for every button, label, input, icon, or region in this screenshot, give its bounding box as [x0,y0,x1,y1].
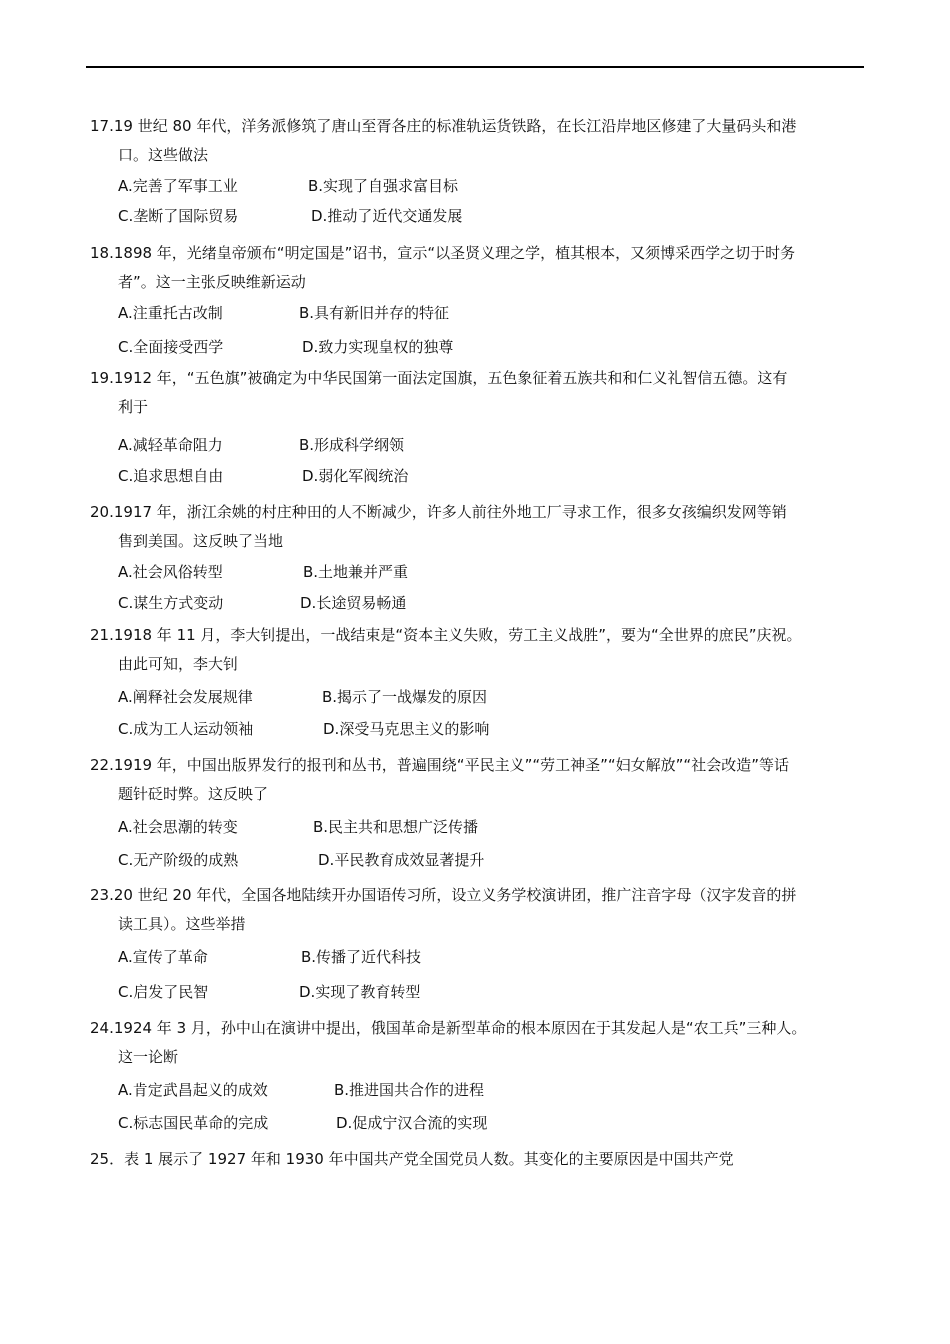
question-22-options-row1 [118,817,479,837]
question-17-options-row1 [118,176,459,196]
question-24-stem-cont: 这一论断 [118,1048,179,1066]
option-a: A.社会风俗转型 [118,563,223,581]
option-b: B.具有新旧并存的特征 [299,304,450,322]
option-c: C.标志国民革命的完成 [118,1114,269,1132]
question-25-stem: 25．表 1 展示了 1927 年和 1930 年中国共产党全国党员人数。其变化的主要原因是中国共产党 [90,1150,734,1168]
option-c: C.垄断了国际贸易 [118,207,239,225]
option-a: A.阐释社会发展规律 [118,688,253,706]
option-c: C.无产阶级的成熟 [118,851,239,869]
option-a: A.社会思潮的转变 [118,818,238,836]
option-a: A.完善了军事工业 [118,177,238,195]
question-24-stem: 24.1924 年 3 月，孙中山在演讲中提出，俄国革命是新型革命的根本原因在于其发起人是“农工兵”三种人。 [90,1019,807,1037]
question-24-options-row1 [118,1080,485,1100]
option-d: D.弱化军阀统治 [302,467,409,485]
option-d: D.推动了近代交通发展 [311,207,463,225]
question-23-options-row1 [118,947,422,967]
option-d: D.致力实现皇权的独尊 [302,338,454,356]
question-17-stem: 17.19 世纪 80 年代，洋务派修筑了唐山至胥各庄的标准轨运货铁路，在长江沿岸地区修建了大量码头和港 [90,117,797,135]
question-18-options-row1 [118,303,450,323]
question-22-options-row2 [118,850,485,870]
question-23-stem-cont: 读工具）。这些举措 [118,915,246,933]
option-c: C.谋生方式变动 [118,594,224,612]
question-18-options-row2 [118,337,454,357]
question-22-stem: 22.1919 年，中国出版界发行的报刊和丛书，普遍围绕“平民主义”“劳工神圣”“妇女解放”“社会改造”等话 [90,756,789,774]
header-rule [86,66,864,68]
question-19-stem-cont: 利于 [118,398,149,416]
option-b: B.推进国共合作的进程 [334,1081,485,1099]
question-20-stem-cont: 售到美国。这反映了当地 [118,532,284,550]
question-23-options-row2 [118,982,421,1002]
question-23-stem: 23.20 世纪 20 年代，全国各地陆续开办国语传习所，设立义务学校演讲团，推广注音字母（汉字发音的拼 [90,886,797,904]
question-22-stem-cont: 题针砭时弊。这反映了 [118,785,269,803]
option-a: A.宣传了革命 [118,948,208,966]
question-18-stem: 18.1898 年，光绪皇帝颁布“明定国是”诏书，宣示“以圣贤义理之学，植其根本，又须博采西学之切于时务 [90,244,796,262]
option-b: B.民主共和思想广泛传播 [313,818,479,836]
option-a: A.减轻革命阻力 [118,436,223,454]
option-a: A.肯定武昌起义的成效 [118,1081,268,1099]
question-19-options-row1 [118,435,405,455]
question-20-stem: 20.1917 年，浙江余姚的村庄种田的人不断减少，许多人前往外地工厂寻求工作，很多女孩编织发网等销 [90,503,787,521]
question-19-stem: 19.1912 年，“五色旗”被确定为中华民国第一面法定国旗，五色象征着五族共和和仁义礼智信五德。这有 [90,369,788,387]
option-b: B.形成科学纲领 [299,436,405,454]
option-b: B.揭示了一战爆发的原因 [322,688,488,706]
question-21-stem: 21.1918 年 11 月，李大钊提出，一战结束是“资本主义失败，劳工主义战胜”，要为“全世界的庶民”庆祝。 [90,626,802,644]
option-d: D.平民教育成效显著提升 [318,851,485,869]
question-21-stem-cont: 由此可知，李大钊 [118,655,239,673]
question-18-stem-cont: 者”。这一主张反映维新运动 [118,273,306,291]
question-19-options-row2 [118,466,409,486]
option-c: C.追求思想自由 [118,467,224,485]
question-21-options-row1 [118,687,488,707]
option-c: C.全面接受西学 [118,338,224,356]
option-b: B.土地兼并严重 [303,563,409,581]
question-20-options-row1 [118,562,409,582]
option-c: C.启发了民智 [118,983,209,1001]
question-17-options-row2 [118,206,463,226]
question-21-options-row2 [118,719,490,739]
option-a: A.注重托古改制 [118,304,223,322]
option-d: D.长途贸易畅通 [300,594,407,612]
option-d: D.促成宁汉合流的实现 [336,1114,488,1132]
option-d: D.实现了教育转型 [299,983,421,1001]
question-20-options-row2 [118,593,407,613]
question-24-options-row2 [118,1113,488,1133]
option-c: C.成为工人运动领袖 [118,720,254,738]
question-17-stem-cont: 口。这些做法 [118,146,209,164]
option-b: B.实现了自强求富目标 [308,177,459,195]
option-d: D.深受马克思主义的影响 [323,720,490,738]
option-b: B.传播了近代科技 [301,948,422,966]
